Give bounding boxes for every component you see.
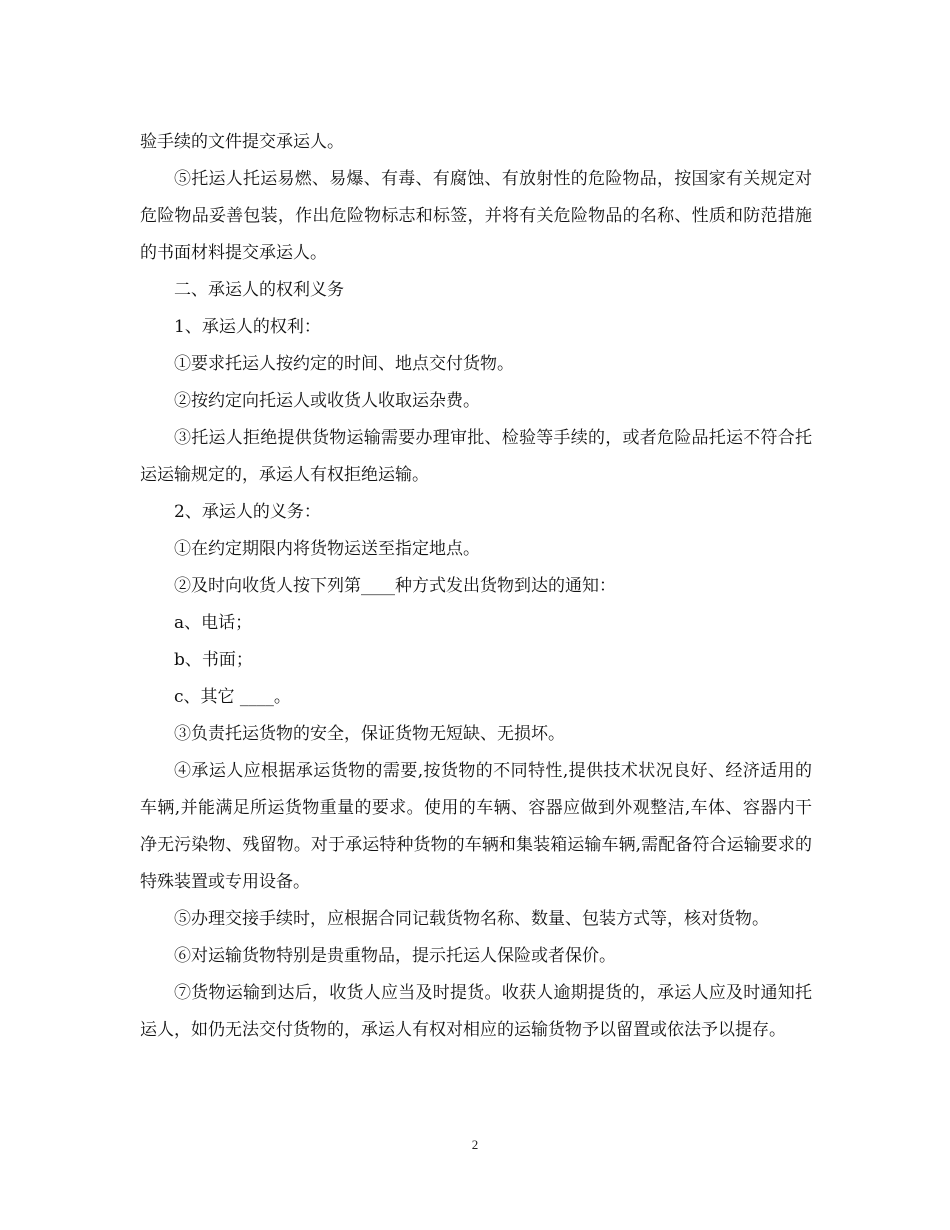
option-item: c、其它 ____。	[174, 687, 291, 707]
section-heading: 二、承运人的权利义务	[174, 280, 344, 300]
list-item: ③负责托运货物的安全，保证货物无短缺、无损坏。	[174, 724, 565, 744]
list-item: ③托运人拒绝提供货物运输需要办理审批、检验等手续的，或者危险品托运不符合托运运输规定的，承运人有权拒绝运输。	[140, 428, 812, 485]
list-item: ②按约定向托运人或收货人收取运杂费。	[174, 391, 480, 411]
page-number: 2	[471, 1137, 479, 1152]
option-item: a、电话；	[174, 613, 253, 633]
list-item: ⑦货物运输到达后，收货人应当及时提货。收获人逾期提货的，承运人应及时通知托运人，如仍无法交付货物的，承运人有权对相应的运输货物予以留置或依法予以提存。	[140, 983, 812, 1040]
document-body	[140, 124, 812, 1049]
option-item: b、书面；	[174, 650, 253, 670]
subsection-heading: 1、承运人的权利：	[174, 317, 321, 337]
list-item: ①在约定期限内将货物运送至指定地点。	[174, 539, 480, 559]
list-item: ⑥对运输货物特别是贵重物品，提示托运人保险或者保价。	[174, 946, 616, 966]
subsection-heading: 2、承运人的义务：	[174, 502, 321, 522]
list-item: ⑤办理交接手续时，应根据合同记载货物名称、数量、包装方式等，核对货物。	[174, 909, 769, 929]
list-item: ④承运人应根据承运货物的需要,按货物的不同特性,提供技术状况良好、经济适用的车辆,并能满足所运货物重量的要求。使用的车辆、容器应做到外观整洁,车体、容器内干净无污染物、残留物。对于承运特种货物的车辆和集装箱运输车辆,需配备符合运输要求的特殊装置或专用设备。	[140, 761, 812, 892]
paragraph: 验手续的文件提交承运人。	[140, 132, 344, 152]
list-item: ①要求托运人按约定的时间、地点交付货物。	[174, 354, 514, 374]
paragraph: ⑤托运人托运易燃、易爆、有毒、有腐蚀、有放射性的危险物品，按国家有关规定对危险物品妥善包装，作出危险物标志和标签，并将有关危险物品的名称、性质和防范措施的书面材料提交承运人。	[140, 169, 812, 263]
list-item: ②及时向收货人按下列第____种方式发出货物到达的通知：	[174, 576, 616, 596]
